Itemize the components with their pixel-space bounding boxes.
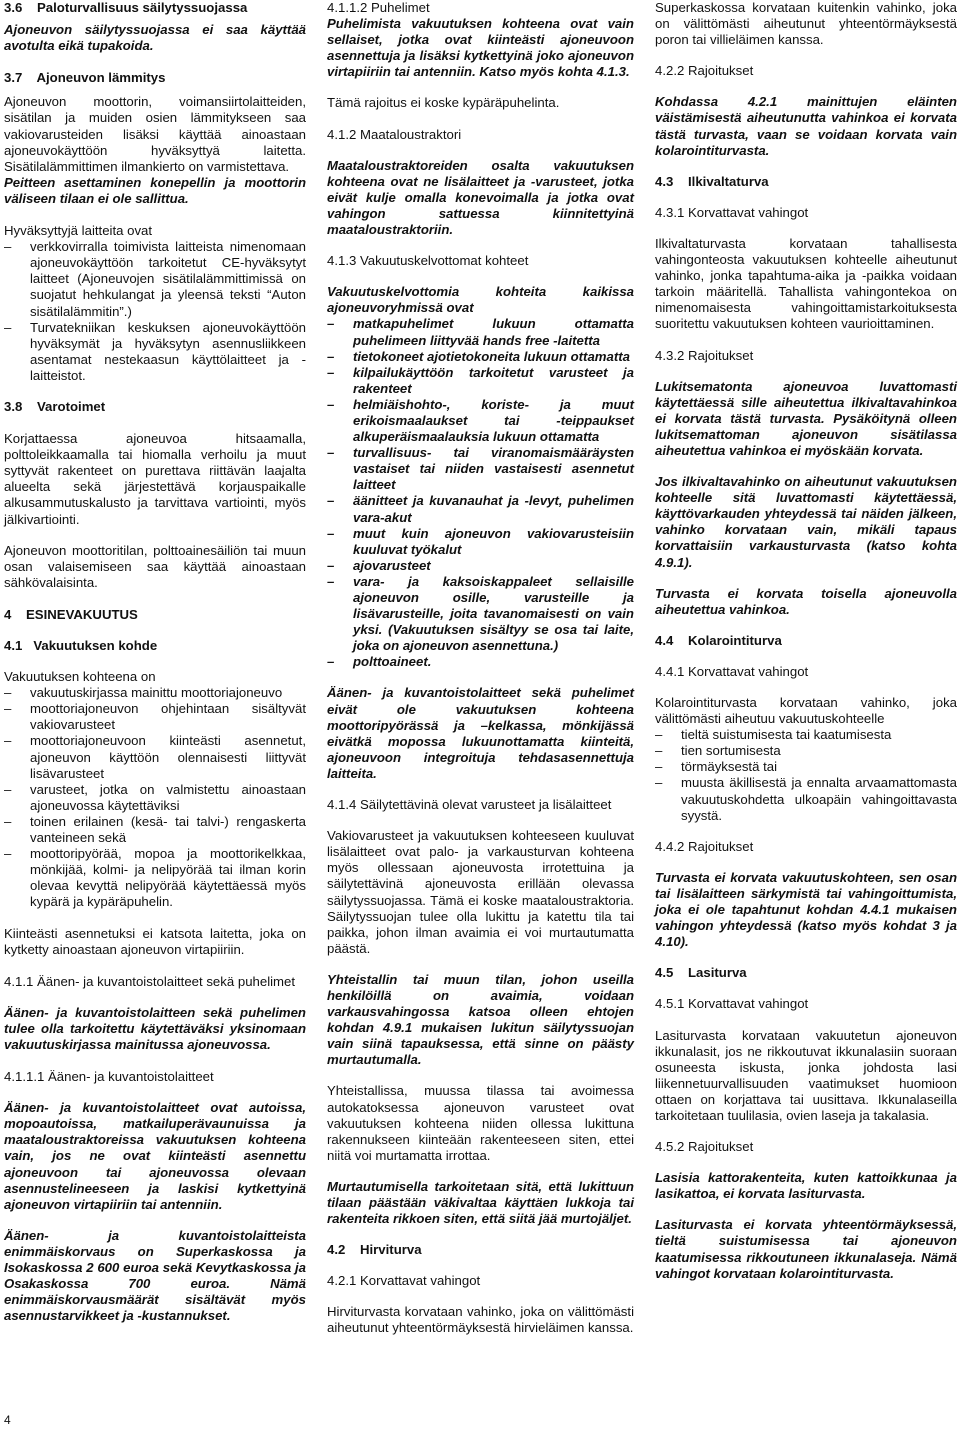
paragraph: 4.5.1 Korvattavat vahingot <box>655 996 809 1012</box>
list-item: – äänitteet ja kuvanauhat ja -levyt, puhelimen vara-akut <box>327 493 634 525</box>
paragraph: 4.2.2 Rajoitukset <box>655 63 754 79</box>
paragraph: Vakiovarusteet ja vakuutuksen kohteeseen kuuluvat lisälaitteet ovat palo- ja varkausturvan kohteena myös ollessaan ajoneuvosta irrotettuina ja säilytettävinä ajoneuvosta erillään olevassa säilytyssuojassa. Tämä ei koske maataloustraktoria. Säilytyssuojan tulee olla lukittu ja katettu tila tai paikka, johon ilman avaimia ei voi murtautumatta päästä. <box>327 828 634 956</box>
paragraph: Yhteistallissa, muussa tilassa tai avoimessa autokatoksessa ajoneuvon varusteet ovat vakuutuksen kohteena niiden ollessa lukittuna rakennukseen kiinteään rakenteeseen siten, ettei niitä voi murtamatta irrottaa. <box>327 1083 634 1163</box>
section-heading: 4.5 Lasiturva <box>655 965 747 981</box>
list-item: – muusta äkillisestä ja ennalta arvaamattomasta vakuutuskohdetta ulkoapäin vahingoittavasta syystä. <box>655 775 957 823</box>
emphasized-paragraph: Äänen- ja kuvantoistolaitteen sekä puhelimen tulee olla tarkoitettu käytettäväksi yksinomaan vakuutuskirjassa mainitussa ajoneuvossa. <box>4 1004 306 1052</box>
paragraph: Vakuutuksen kohteena on <box>4 669 156 685</box>
section-heading: 4.1 Vakuutuksen kohde <box>4 638 158 653</box>
paragraph: 4.2.1 Korvattavat vahingot <box>327 1273 481 1289</box>
emphasized-paragraph: Lukitsematonta ajoneuvoa luvattomasti käytettäessä sille aiheutettua ilkivaltavahinkoa ei korvata tästä turvasta. Pysäköitynä olleen lukitsemattoman ajoneuvon sisätilassa aiheutettua vahinkoa ei myöskään korvata. <box>655 378 957 458</box>
list-item: – turvallisuus- tai viranomaismääräysten vastaiset tai niiden vastaisesti asennetut laitteet <box>327 445 634 493</box>
list-item: – vakuutuskirjassa mainittu moottoriajoneuvo <box>4 685 306 701</box>
list-item: – Turvatekniikan keskuksen ajoneuvokäyttöön hyväksymät ja hyväksytyn asennusliikkeen asentamat nestekaasun käyttölaitteet ja -laitteistot. <box>4 320 306 384</box>
list-item: – polttoaineet. <box>327 654 634 670</box>
paragraph: Tämä rajoitus ei koske kypäräpuhelinta. <box>327 95 560 111</box>
list-item: – varusteet, jotka on valmistettu ainoastaan ajoneuvossa käytettäviksi <box>4 782 306 814</box>
list-item: – helmiäishohto-, koriste- ja muut erikoismaalaukset tai -teippaukset alkuperäismaalauksia lukuun ottamatta <box>327 397 634 445</box>
paragraph: Korjattaessa ajoneuvoa hitsaamalla, polttoleikkaamalla tai hiomalla verhoilu ja muut syttyvät rakenteet on purettava riittävän laajalta alueelta sekä järjestettävä korjauspaikalle alkusammutuskalusto ja tarvittava vartiointi, myös jälkivartiointi. <box>4 431 306 527</box>
emphasized-paragraph: Jos ilkivaltavahinko on aiheutunut vakuutuksen kohteelle sitä luvattomasti käytettäessä, käyttövarkauden yhteydessä tai näiden jälkeen, vahinko korvataan vain, mikäli tapaus korvattaisiin varkausturvasta (katso kohta 4.9.1). <box>655 474 957 570</box>
emphasized-paragraph: Lasisia kattorakenteita, kuten kattoikkunaa ja lasikattoa, ei korvata lasiturvasta. <box>655 1170 957 1202</box>
list-item: – tietokoneet ajotietokoneita lukuun ottamatta <box>327 349 634 365</box>
paragraph: Ilkivaltaturvasta korvataan tahallisesta vahingonteosta vakuutuksen kohteelle aiheutunut vahinko, jonka tapahtuma-aika ja -paikka voidaan tarkoin määritellä. Tahallista vahingontekoa on nimenomaisesta vahingoittamistarkoituksesta suoritettu vakuutuksen kohteen vaurioittaminen. <box>655 235 957 332</box>
emphasized-paragraph: Äänen- ja kuvantoistolaitteet ovat autoissa, mopoautoissa, matkailuperävaunuissa ja maataloustraktoreissa vakuutuksen kohteena vain, jos ne ovat kiinteästi asennettu ajoneuvoon tai ajoneuvossa olevaan asennustelineeseen ja laskisi kytkettyinä ajoneuvon virtapiiriin tai antenniin. <box>4 1100 306 1212</box>
dash-list <box>4 239 306 384</box>
section-heading: 3.6 Paloturvallisuus säilytyssuojassa <box>4 0 248 15</box>
list-item: – matkapuhelimet lukuun ottamatta puhelimeen liittyvää hands free -laitetta <box>327 316 634 348</box>
list-item: – kilpailukäyttöön tarkoitetut varusteet ja rakenteet <box>327 365 634 397</box>
section-heading: 4.3 Ilkivaltaturva <box>655 173 769 189</box>
paragraph: Lasiturvasta korvataan vakuutetun ajoneuvon ikkunalasit, jos ne rikkoutuvat ikkunalasiin suoraan osuneesta iskusta, jonka johdosta lasi liikennetuurvallisuuden vaatimukset huomioon ottaen on korjattava tai uusittava. Ikkunalaseilla tarkoitetaan tuulilasia, ovien laseja ja takalasia. <box>655 1027 957 1123</box>
dash-list <box>327 316 634 670</box>
emphasized-paragraph: Ajoneuvon säilytyssuojassa ei saa käyttää avotulta eikä tupakoida. <box>4 22 306 54</box>
list-item: – törmäyksestä tai <box>655 759 957 775</box>
paragraph: 4.1.2 Maataloustraktori <box>327 126 462 142</box>
column-left <box>4 0 306 1324</box>
emphasized-paragraph: Kohdassa 4.2.1 mainittujen eläinten väistämisestä aiheutunutta vahinkoa ei korvata tästä turvasta, vaan se voidaan korvata vain kolarointiturvasta. <box>655 94 957 158</box>
column-right <box>655 0 957 1282</box>
emphasized-paragraph: Turvasta ei korvata vakuutuskohteen, sen osan tai lisälaitteen särkymistä tai vahingoittumista, joka ei ole tapahtunut kohdan 4.4.1 mukaisen vahingon yhteydessä (katso myös kohdat 3 ja 4.10). <box>655 869 957 950</box>
paragraph: 4.1.3 Vakuutuskelvottomat kohteet <box>327 253 529 269</box>
list-item: – verkkovirralla toimivista laitteista nimenomaan ajoneuvokäyttöön tarkoitetut CE-hyväksytyt laitteet (Ajoneuvojen sisätilalämmittimissä on suojatut hehkulangat ja yleensä teksti “Auton sisätilalämmitin”.) <box>4 239 306 319</box>
section-heading: 4 ESINEVAKUUTUS <box>4 606 138 622</box>
paragraph: 4.5.2 Rajoitukset <box>655 1139 754 1155</box>
paragraph: 4.3.1 Korvattavat vahingot <box>655 204 809 220</box>
list-item: – vara- ja kaksoiskappaleet sellaisille ajoneuvon osille, varusteille ja lisävarusteille, joita tavanomaisesti on vain yksi. (Vakuutuksen sisältyy se osa tai laite, joka on ajoneuvon asennettuna.) <box>327 574 634 654</box>
paragraph: 4.4.2 Rajoitukset <box>655 838 754 854</box>
paragraph: Hyväksyttyjä laitteita ovat <box>4 223 153 239</box>
list-item: – moottoriajoneuvoon kiinteästi asennetut, ajoneuvon käyttöön olennaisesti liittyvät lisävarusteet <box>4 733 306 781</box>
emphasized-paragraph: Peitteen asettaminen konepellin ja moottorin väliseen tilaan ei ole sallittua. <box>4 174 306 206</box>
paragraph: Kolarointiturvasta korvataan vahinko, joka välittömästi aiheutuu vakuutuskohteelle <box>655 695 957 727</box>
paragraph: Hirviturvasta korvataan vahinko, joka on välittömästi aiheutunut yhteentörmäyksestä hirvieläimen kanssa. <box>327 1304 634 1336</box>
section-heading: 3.8 Varotoimet <box>4 398 106 414</box>
list-item: – moottoriajoneuvon ohjehintaan sisältyvät vakiovarusteet <box>4 701 306 733</box>
list-item: – tien sortumisesta <box>655 743 957 759</box>
emphasized-paragraph: Murtautumisella tarkoitetaan sitä, että lukittuun tilaan päästään väkivaltaa käyttäen lukkoja tai rakenteita rikkoen siten, että siitä jää murtojäljet. <box>327 1178 634 1227</box>
paragraph: Kiinteästi asennetuksi ei katsota laitetta, joka on kytketty ainoastaan ajoneuvon virtapiiriin. <box>4 925 306 957</box>
list-item: – moottoripyörää, mopoa ja moottorikelkkaa, mönkijää, kolmi- ja nelipyörää tai ilman korin olevaa kevyttä nelipyörää käytettäessä myös kypärä ja kypäräpuhelin. <box>4 846 306 910</box>
emphasized-paragraph: Äänen- ja kuvantoistolaitteista enimmäiskorvaus on Superkaskossa ja Isokaskossa 2 600 euroa sekä Kevytkaskossa ja Osakaskossa 700 euroa. Nämä enimmäiskorvausmäärät sisältävät myös asennustarvikkeet ja -kustannukset. <box>4 1227 306 1324</box>
paragraph: 4.4.1 Korvattavat vahingot <box>655 663 809 679</box>
emphasized-paragraph: Maataloustraktoreiden osalta vakuutuksen kohteena ovat ne lisälaitteet ja -varusteet, jotka eivät kulje omalla konevoimalla ja jotka ovat vahingon sattuessa kiinnitettyinä maataloustraktoriin. <box>327 157 634 238</box>
page-number: 4 <box>4 1413 11 1427</box>
paragraph: 4.1.1 Äänen- ja kuvantoistolaitteet sekä puhelimet <box>4 973 296 989</box>
emphasized-paragraph: Lasiturvasta ei korvata yhteentörmäyksessä, tieltä suistumisessa tai ajoneuvon kaatumisessa rikkoutuneen ikkunalaseja. Nämä vahingot korvataan kolarointiturvasta. <box>655 1217 957 1281</box>
paragraph: Superkaskossa korvataan kuitenkin vahinko, joka on välittömästi aiheutunut yhteentörmäyksestä poron tai villieläimen kanssa. <box>655 0 957 48</box>
paragraph: 4.3.2 Rajoitukset <box>655 347 754 363</box>
paragraph: 4.1.1.2 Puhelimet <box>327 0 430 15</box>
list-item: – toinen erilainen (kesä- tai talvi-) rengaskerta vanteineen sekä <box>4 814 306 846</box>
list-item: – ajovarusteet <box>327 558 634 574</box>
list-item: – tieltä suistumisesta tai kaatumisesta <box>655 727 957 743</box>
emphasized-paragraph: Äänen- ja kuvantoistolaitteet sekä puhelimet eivät ole vakuutuksen kohteena moottoripyörässä ja –kelkassa, mönkijässä eivätkä mopossa lukuunottamatta kiinteitä, ajoneuvoon integroituja tehdasasennettuja laitteita. <box>327 685 634 781</box>
section-heading: 3.7 Ajoneuvon lämmitys <box>4 70 166 86</box>
dash-list <box>655 727 957 824</box>
paragraph: Ajoneuvon moottorin, voimansiirtolaitteiden, sisätilan ja muiden osien lämmitykseen saa vakiovarusteiden lisäksi käyttää ainoastaan ajoneuvokäyttöön hyväksyttyä laitetta. Sisätilalämmittimen ilmankierto on varmistettava. <box>4 94 306 174</box>
section-heading: 4.4 Kolarointiturva <box>655 632 782 648</box>
paragraph: 4.1.4 Säilytettävinä olevat varusteet ja lisälaitteet <box>327 797 612 813</box>
emphasized-paragraph: Turvasta ei korvata toisella ajoneuvolla aiheutettua vahinkoa. <box>655 585 957 617</box>
column-middle <box>327 0 634 1337</box>
paragraph: 4.1.1.1 Äänen- ja kuvantoistolaitteet <box>4 1069 214 1085</box>
section-heading: 4.2 Hirviturva <box>327 1242 422 1258</box>
emphasized-paragraph: Yhteistallin tai muun tilan, johon useilla henkilöillä on avaimia, voidaan varkausvahingossa katsoa olleen ehtojen kohdan 4.9.1 mukaisen lukitun säilytyssuojan vain siinä tapauksessa, että sinne on päästy murtautumalla. <box>327 971 634 1068</box>
list-item: – muut kuin ajoneuvon vakiovarusteisiin kuuluvat työkalut <box>327 526 634 558</box>
paragraph: Ajoneuvon moottoritilan, polttoainesäiliön tai muun osan valaisemiseen saa käyttää ainoastaan sähkövalaisinta. <box>4 542 306 590</box>
dash-list <box>4 685 306 910</box>
emphasized-paragraph: Vakuutuskelvottomia kohteita kaikissa ajoneuvoryhmissä ovat <box>327 284 634 316</box>
emphasized-paragraph: Puhelimista vakuutuksen kohteena ovat vain sellaiset, jotka ovat kiinteästi ajoneuvoon asennettuja ja lisäksi kytkettyinä joko ajoneuvon virtapiiriin tai antenniin. Katso myös kohta 4.1.3. <box>327 16 634 80</box>
